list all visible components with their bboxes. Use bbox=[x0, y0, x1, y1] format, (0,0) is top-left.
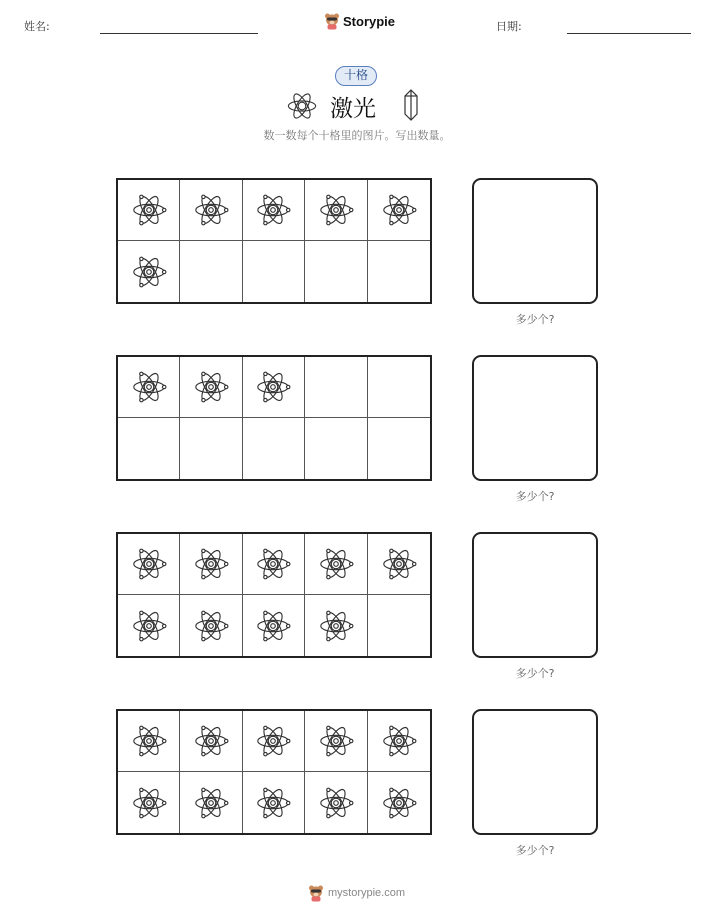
ten-frame-cell bbox=[118, 595, 180, 656]
how-many-label: 多少个? bbox=[515, 490, 555, 503]
ten-frame-cell bbox=[368, 711, 430, 772]
answer-box[interactable] bbox=[472, 355, 598, 481]
ten-frame-cell bbox=[368, 241, 430, 302]
ten-frame-cell bbox=[368, 357, 430, 418]
ten-frame-cell bbox=[305, 595, 367, 656]
atom-icon bbox=[130, 253, 168, 291]
ten-frame-cell bbox=[180, 418, 242, 479]
ten-frame-cell bbox=[305, 357, 367, 418]
crystal-icon bbox=[404, 89, 418, 121]
ten-frame-cell bbox=[243, 418, 305, 479]
atom-icon bbox=[285, 89, 319, 123]
ten-frame-cell bbox=[243, 241, 305, 302]
atom-icon bbox=[317, 191, 355, 229]
ten-frame-cell bbox=[368, 534, 430, 595]
ten-frame-cell bbox=[118, 241, 180, 302]
ten-frame-cell bbox=[180, 357, 242, 418]
date-line[interactable] bbox=[567, 33, 691, 34]
footer bbox=[308, 884, 405, 902]
atom-icon bbox=[254, 545, 292, 583]
ten-frame-cell bbox=[118, 534, 180, 595]
ten-frame-cell bbox=[305, 180, 367, 241]
atom-icon bbox=[254, 784, 292, 822]
atom-icon bbox=[192, 784, 230, 822]
atom-icon bbox=[130, 722, 168, 760]
ten-frame bbox=[116, 355, 432, 481]
atom-icon bbox=[380, 191, 418, 229]
ten-frame-cell bbox=[118, 357, 180, 418]
ten-frame-cell bbox=[118, 418, 180, 479]
date-label: 日期: bbox=[496, 20, 522, 33]
ten-frame-cell bbox=[305, 418, 367, 479]
name-line[interactable] bbox=[100, 33, 258, 34]
atom-icon bbox=[130, 784, 168, 822]
ten-frame-cell bbox=[180, 711, 242, 772]
atom-icon bbox=[317, 607, 355, 645]
how-many-label: 多少个? bbox=[515, 667, 555, 680]
ten-frame-cell bbox=[180, 772, 242, 833]
ten-frame-cell bbox=[243, 711, 305, 772]
worksheet-title: 激光 bbox=[330, 96, 376, 122]
ten-frame-cell bbox=[243, 772, 305, 833]
atom-icon bbox=[317, 545, 355, 583]
ten-frame-cell bbox=[180, 241, 242, 302]
ten-frame-cell bbox=[180, 595, 242, 656]
ten-frame-cell bbox=[368, 418, 430, 479]
ten-frame bbox=[116, 178, 432, 304]
atom-icon bbox=[192, 545, 230, 583]
ten-frame-cell bbox=[305, 241, 367, 302]
atom-icon bbox=[130, 191, 168, 229]
ten-frame-cell bbox=[305, 534, 367, 595]
how-many-label: 多少个? bbox=[515, 844, 555, 857]
instruction-text: 数一数每个十格里的图片。写出数量。 bbox=[263, 129, 451, 142]
atom-icon bbox=[192, 607, 230, 645]
answer-box[interactable] bbox=[472, 178, 598, 304]
atom-icon bbox=[192, 191, 230, 229]
atom-icon bbox=[130, 368, 168, 406]
atom-icon bbox=[317, 784, 355, 822]
answer-box[interactable] bbox=[472, 709, 598, 835]
atom-icon bbox=[254, 368, 292, 406]
ten-frame-cell bbox=[118, 711, 180, 772]
atom-icon bbox=[192, 368, 230, 406]
ten-frame-cell bbox=[305, 772, 367, 833]
atom-icon bbox=[380, 784, 418, 822]
bear-mascot-icon bbox=[324, 12, 340, 30]
ten-frame bbox=[116, 532, 432, 658]
ten-frame-cell bbox=[368, 595, 430, 656]
ten-frame-cell bbox=[118, 772, 180, 833]
atom-icon bbox=[380, 722, 418, 760]
ten-frame-cell bbox=[368, 772, 430, 833]
atom-icon bbox=[254, 722, 292, 760]
worksheet-type-badge: 十格 bbox=[335, 66, 377, 86]
ten-frame-cell bbox=[243, 180, 305, 241]
how-many-label: 多少个? bbox=[515, 313, 555, 326]
bear-mascot-icon bbox=[308, 884, 324, 902]
storypie-logo bbox=[324, 12, 395, 30]
answer-box[interactable] bbox=[472, 532, 598, 658]
atom-icon bbox=[130, 545, 168, 583]
atom-icon bbox=[317, 722, 355, 760]
atom-icon bbox=[130, 607, 168, 645]
brand-name: Storypie bbox=[343, 13, 396, 29]
name-label: 姓名: bbox=[24, 20, 50, 33]
ten-frame-cell bbox=[180, 180, 242, 241]
ten-frame-cell bbox=[368, 180, 430, 241]
atom-icon bbox=[380, 545, 418, 583]
atom-icon bbox=[254, 191, 292, 229]
ten-frame-cell bbox=[118, 180, 180, 241]
ten-frame-cell bbox=[243, 357, 305, 418]
ten-frame-cell bbox=[180, 534, 242, 595]
ten-frame-cell bbox=[243, 595, 305, 656]
ten-frame-cell bbox=[305, 711, 367, 772]
ten-frame bbox=[116, 709, 432, 835]
atom-icon bbox=[192, 722, 230, 760]
footer-url: mystorypie.com bbox=[328, 887, 406, 899]
atom-icon bbox=[254, 607, 292, 645]
ten-frame-cell bbox=[243, 534, 305, 595]
